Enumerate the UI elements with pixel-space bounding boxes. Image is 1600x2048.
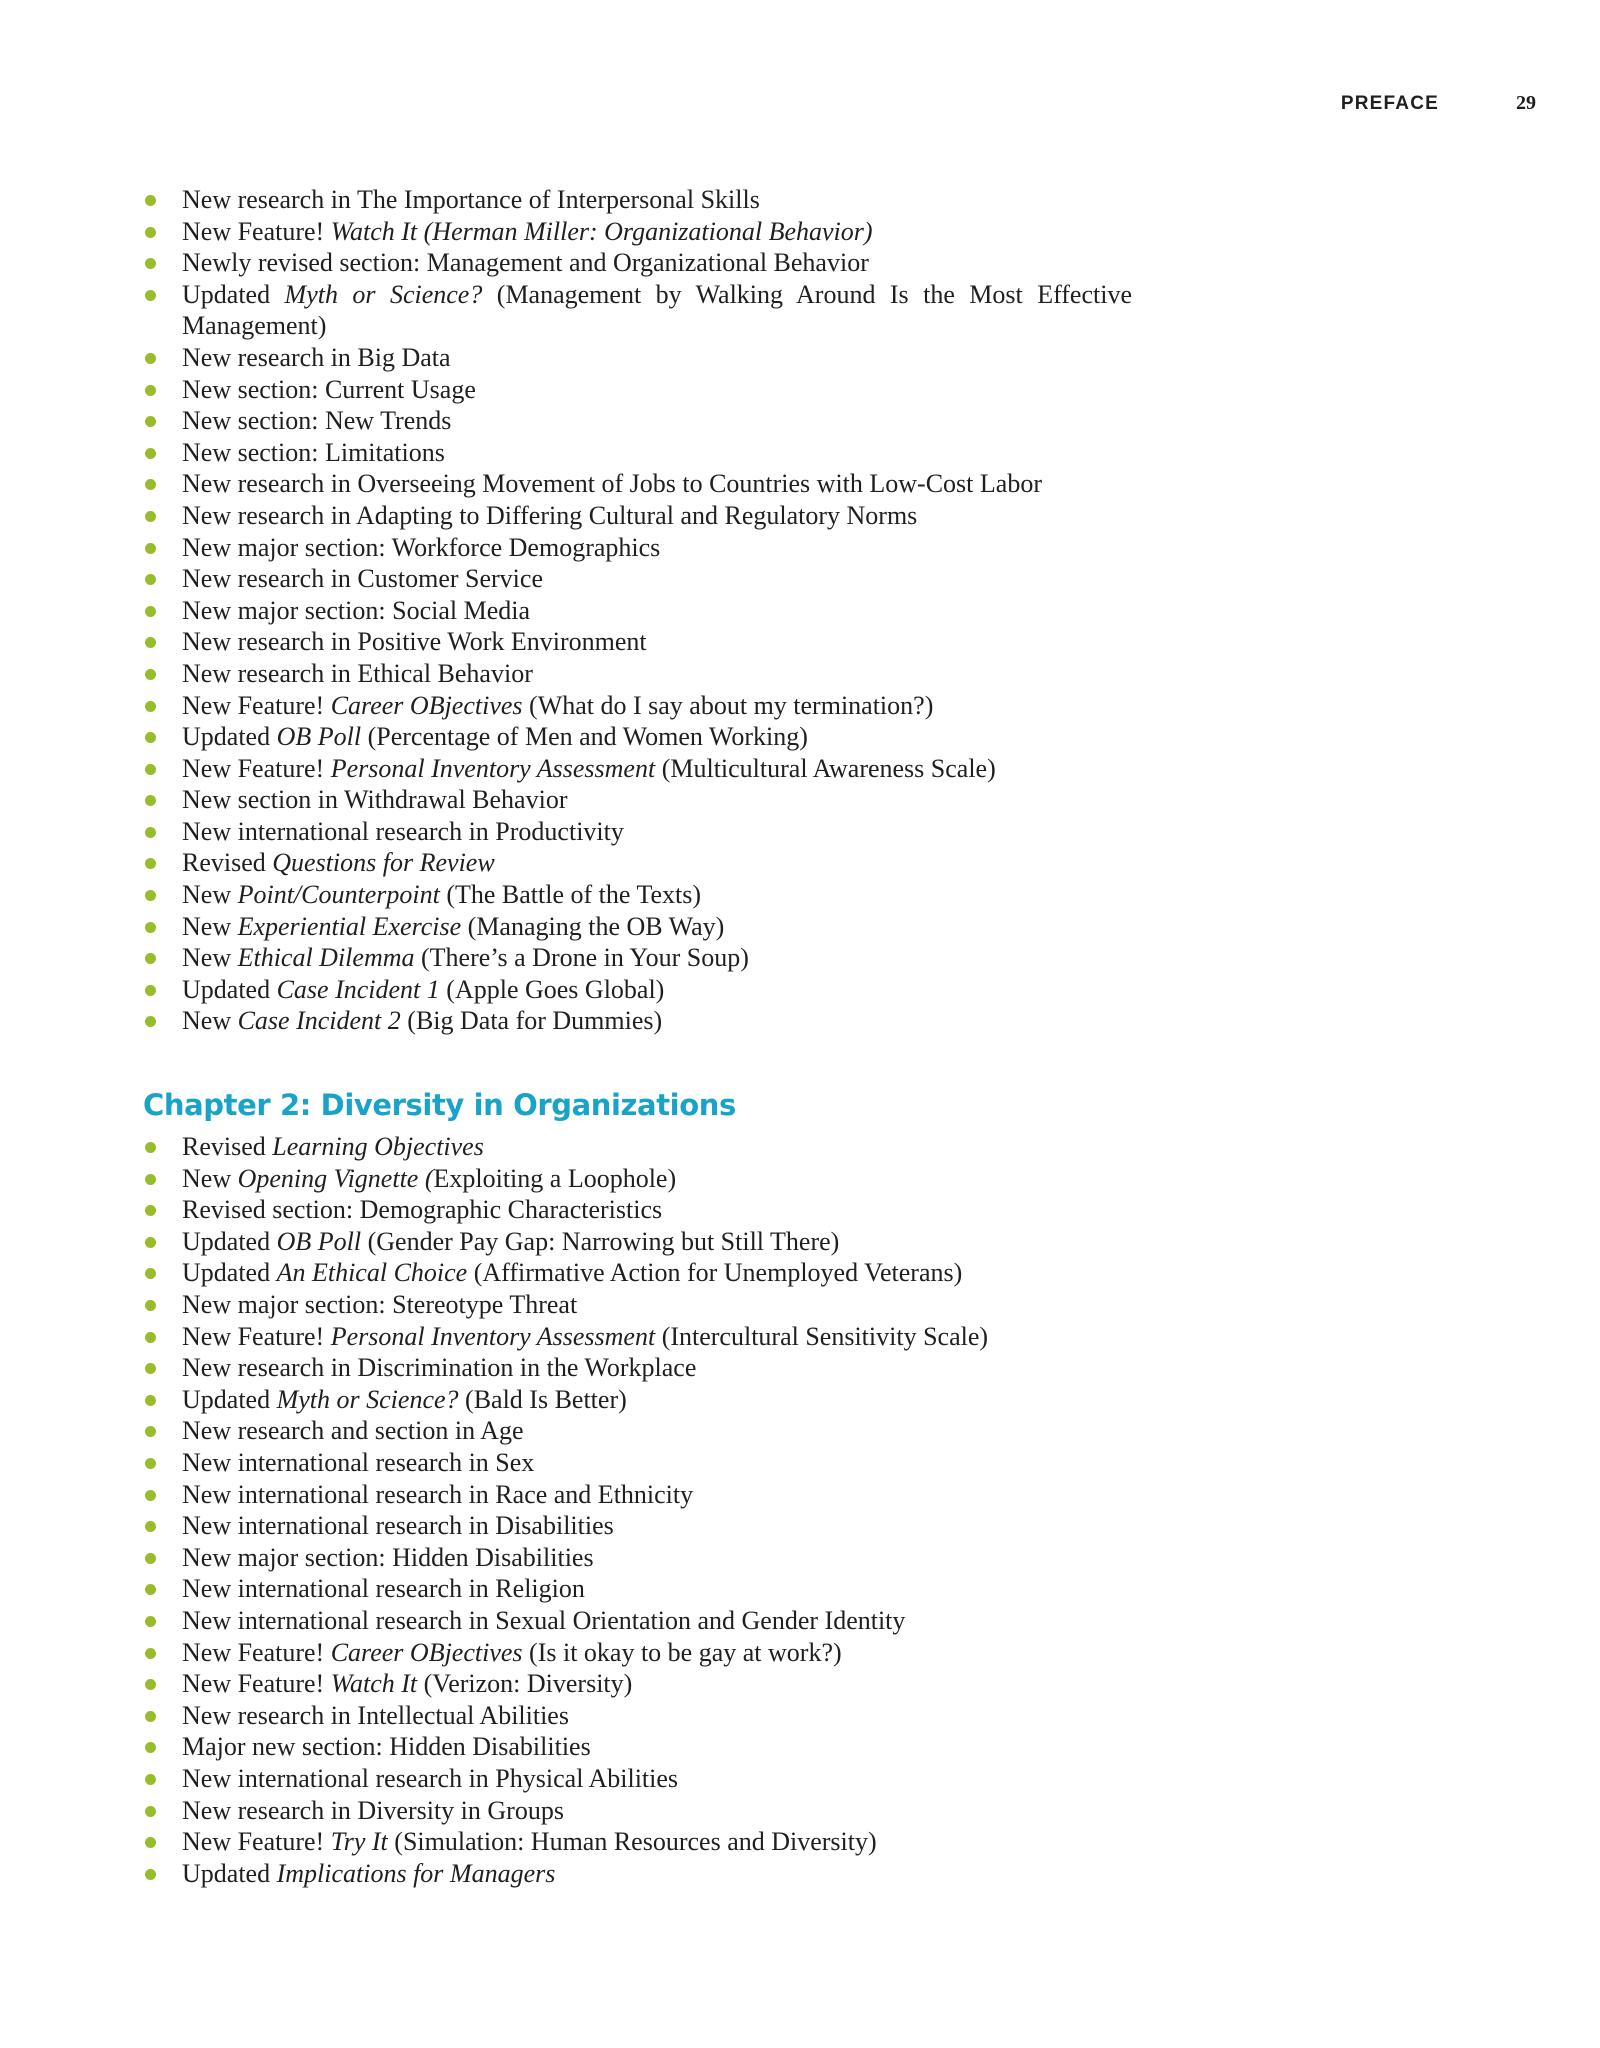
item-text: Newly revised section: Management and Organizational Behavior <box>182 248 869 278</box>
bullet-icon <box>145 1711 156 1722</box>
list-item <box>143 1352 1132 1384</box>
item-text: New major section: Workforce Demographics <box>182 532 661 562</box>
item-text: New Feature! <box>182 1827 331 1857</box>
item-text: New <box>182 1163 238 1193</box>
bullet-icon <box>145 1774 156 1785</box>
item-text: New research and section in Age <box>182 1416 524 1446</box>
list-item <box>143 721 1132 753</box>
item-text: New research in Big Data <box>182 342 451 372</box>
item-text: Major new section: Hidden Disabilities <box>182 1732 591 1762</box>
item-text: New <box>182 943 238 973</box>
item-text: Updated <box>182 974 277 1004</box>
bullet-icon <box>145 1332 156 1343</box>
item-feature-title: Case Incident 2 <box>237 1006 401 1036</box>
list-item <box>143 437 1132 469</box>
item-feature-title: Ethical Dilemma <box>237 943 415 973</box>
item-text: New Feature! <box>182 690 331 720</box>
bullet-icon <box>145 922 156 933</box>
bullet-icon <box>145 543 156 554</box>
bullet-icon <box>145 1869 156 1880</box>
chapter-2-changes-list <box>143 1131 1103 1889</box>
item-text: (Big Data for Dummies) <box>400 1006 663 1036</box>
item-feature-title: Opening Vignette ( <box>237 1163 434 1193</box>
list-item <box>143 1542 1132 1574</box>
bullet-icon <box>145 1395 156 1406</box>
item-text: (Percentage of Men and Women Working) <box>361 722 808 752</box>
list-item <box>143 847 1132 879</box>
page-content <box>143 184 1132 1889</box>
item-text: Revised <box>182 848 273 878</box>
item-feature-title: OB Poll <box>276 1226 362 1256</box>
list-item <box>143 1194 1132 1226</box>
bullet-icon <box>145 511 156 522</box>
bullet-icon <box>145 1806 156 1817</box>
item-text: New major section: Hidden Disabilities <box>182 1542 594 1572</box>
bullet-icon <box>145 574 156 585</box>
list-item <box>143 1731 1132 1763</box>
bullet-icon <box>145 669 156 680</box>
item-text: Revised section: Demographic Characteristics <box>182 1195 663 1225</box>
item-text: New major section: Stereotype Threat <box>182 1290 578 1319</box>
item-feature-title: Career OBjectives <box>330 690 523 720</box>
list-item <box>143 1163 1132 1195</box>
list-item <box>143 1826 1132 1858</box>
list-item <box>143 216 1132 248</box>
list-item <box>143 1573 1132 1605</box>
list-item <box>143 342 1132 374</box>
item-text: (Is it okay to be gay at work?) <box>522 1637 842 1667</box>
list-item <box>143 1005 1132 1037</box>
item-text: New research in Diversity in Groups <box>182 1795 564 1825</box>
list-item <box>143 784 1132 816</box>
list-item <box>143 1321 1132 1353</box>
item-text: New international research in Sex <box>182 1447 535 1477</box>
list-item <box>143 1510 1132 1542</box>
running-head <box>936 88 1536 118</box>
item-text: (Verizon: Diversity) <box>417 1669 633 1699</box>
item-text: (Multicultural Awareness Scale) <box>655 753 996 783</box>
item-text: (What do I say about my termination?) <box>522 690 934 720</box>
bullet-icon <box>145 1426 156 1437</box>
bullet-icon <box>145 1174 156 1185</box>
item-text: (Management by Walking Around Is the Most Effective Management) <box>182 279 1132 341</box>
item-text: New research in Customer Service <box>182 564 543 594</box>
item-feature-title: Personal Inventory Assessment <box>330 1321 656 1351</box>
list-item <box>143 1795 1132 1827</box>
bullet-icon <box>145 858 156 869</box>
list-item <box>143 1637 1132 1669</box>
list-item <box>143 1131 1132 1163</box>
list-item <box>143 468 1132 500</box>
list-item <box>143 1668 1132 1700</box>
item-text: New section: Current Usage <box>182 374 476 404</box>
item-text: New <box>182 911 238 941</box>
list-item <box>143 1858 1132 1890</box>
item-text: Updated <box>182 1858 277 1888</box>
item-feature-title: OB Poll <box>276 722 362 752</box>
item-text: New international research in Religion <box>182 1574 585 1604</box>
item-text: New section: Limitations <box>182 437 445 467</box>
bullet-icon <box>145 1016 156 1027</box>
bullet-icon <box>145 1268 156 1279</box>
item-text: Updated <box>182 722 277 752</box>
bullet-icon <box>145 1521 156 1532</box>
item-text: New international research in Race and Ethnicity <box>182 1479 694 1509</box>
item-text: New international research in Sexual Orientation and Gender Identity <box>182 1605 906 1635</box>
bullet-icon <box>145 385 156 396</box>
item-text: New research in Positive Work Environment <box>182 627 647 657</box>
chapter-2-heading: Chapter 2: Diversity in Organizations <box>143 1088 736 1123</box>
item-text: New Feature! <box>182 1637 331 1667</box>
item-text: (Bald Is Better) <box>458 1384 627 1414</box>
item-text: New research in Discrimination in the Workplace <box>182 1353 697 1383</box>
item-text: (Gender Pay Gap: Narrowing but Still There) <box>361 1226 840 1256</box>
item-text: New <box>182 880 238 910</box>
item-feature-title: Case Incident 1 <box>276 974 440 1004</box>
item-feature-title: Implications for Managers <box>276 1858 556 1888</box>
bullet-icon <box>145 448 156 459</box>
bullet-icon <box>145 1363 156 1374</box>
bullet-icon <box>145 795 156 806</box>
list-item <box>143 1479 1132 1511</box>
item-text: (Intercultural Sensitivity Scale) <box>655 1321 989 1351</box>
bullet-icon <box>145 479 156 490</box>
item-feature-title: Try It <box>330 1827 388 1857</box>
list-item <box>143 247 1132 279</box>
bullet-icon <box>145 195 156 206</box>
bullet-icon <box>145 985 156 996</box>
list-item <box>143 1447 1132 1479</box>
item-text: New international research in Productivity <box>182 816 624 846</box>
item-text: (The Battle of the Texts) <box>439 880 702 910</box>
bullet-icon <box>145 290 156 301</box>
page-number: 29 <box>1516 92 1536 114</box>
list-item <box>143 1763 1132 1795</box>
item-feature-title: Watch It <box>330 1669 418 1699</box>
item-text: Updated <box>182 1384 277 1414</box>
bullet-icon <box>145 1490 156 1501</box>
item-text: (Affirmative Action for Unemployed Veterans) <box>467 1258 963 1288</box>
list-item <box>143 1257 1132 1289</box>
item-feature-title: Myth or Science? <box>284 279 483 309</box>
item-feature-title: Questions for Review <box>272 848 495 878</box>
item-text: (Apple Goes Global) <box>439 974 665 1004</box>
list-item <box>143 279 1132 342</box>
item-feature-title: Watch It (Herman Miller: Organizational Behavior) <box>330 216 873 246</box>
chapter-1-changes-list <box>143 184 1132 1037</box>
item-text: New section in Withdrawal Behavior <box>182 785 568 815</box>
bullet-icon <box>145 890 156 901</box>
list-item <box>143 1605 1132 1637</box>
list-item <box>143 595 1132 627</box>
item-text: New research in Adapting to Differing Cultural and Regulatory Norms <box>182 500 918 530</box>
bullet-icon <box>145 606 156 617</box>
bullet-icon <box>145 701 156 712</box>
list-item <box>143 184 1132 216</box>
bullet-icon <box>145 258 156 269</box>
list-item <box>143 658 1132 690</box>
bullet-icon <box>145 1205 156 1216</box>
item-text: New major section: Social Media <box>182 595 531 625</box>
item-text: New <box>182 1006 238 1036</box>
list-item <box>143 942 1132 974</box>
bullet-icon <box>145 1584 156 1595</box>
bullet-icon <box>145 827 156 838</box>
item-text: New international research in Disabilities <box>182 1511 614 1541</box>
bullet-icon <box>145 416 156 427</box>
list-item <box>143 690 1132 722</box>
list-item <box>143 405 1132 437</box>
list-item <box>143 1384 1132 1416</box>
bullet-icon <box>145 1837 156 1848</box>
list-item <box>143 1415 1132 1447</box>
item-text: New section: New Trends <box>182 406 452 436</box>
bullet-icon <box>145 637 156 648</box>
item-feature-title: An Ethical Choice <box>276 1258 468 1288</box>
list-item <box>143 879 1132 911</box>
bullet-icon <box>145 1237 156 1248</box>
bullet-icon <box>145 1553 156 1564</box>
item-feature-title: Learning Objectives <box>272 1132 484 1162</box>
bullet-icon <box>145 953 156 964</box>
item-text: Updated <box>182 279 285 309</box>
running-head-section: PREFACE <box>1340 93 1439 114</box>
bullet-icon <box>145 353 156 364</box>
list-item <box>143 532 1132 564</box>
item-text: (Simulation: Human Resources and Diversity) <box>387 1827 877 1857</box>
item-text: New research in The Importance of Interpersonal Skills <box>182 185 760 214</box>
item-text: (Managing the OB Way) <box>461 911 725 941</box>
item-text: (There’s a Drone in Your Soup) <box>414 943 749 973</box>
bullet-icon <box>145 1300 156 1311</box>
bullet-icon <box>145 764 156 775</box>
item-text: New international research in Physical Abilities <box>182 1763 679 1793</box>
list-item <box>143 563 1132 595</box>
list-item <box>143 374 1132 406</box>
item-feature-title: Point/Counterpoint <box>237 880 440 910</box>
bullet-icon <box>145 1648 156 1659</box>
bullet-icon <box>145 732 156 743</box>
item-feature-title: Experiential Exercise <box>237 911 462 941</box>
item-text: New Feature! <box>182 753 331 783</box>
bullet-icon <box>145 227 156 238</box>
bullet-icon <box>145 1616 156 1627</box>
list-item <box>143 911 1132 943</box>
list-item <box>143 626 1132 658</box>
bullet-icon <box>145 1458 156 1469</box>
item-text: Updated <box>182 1258 277 1288</box>
item-feature-title: Myth or Science? <box>276 1384 459 1414</box>
item-text: New research in Ethical Behavior <box>182 658 533 688</box>
list-item <box>143 500 1132 532</box>
item-text: New Feature! <box>182 1321 331 1351</box>
item-text: New research in Overseeing Movement of Jobs to Countries with Low-Cost Labor <box>182 469 1042 499</box>
bullet-icon <box>145 1742 156 1753</box>
list-item <box>143 1226 1132 1258</box>
item-feature-title: Career OBjectives <box>330 1637 523 1667</box>
item-text: New research in Intellectual Abilities <box>182 1700 569 1730</box>
list-item <box>143 816 1132 848</box>
list-item <box>143 1700 1132 1732</box>
item-feature-title: Personal Inventory Assessment <box>330 753 656 783</box>
list-item <box>143 974 1132 1006</box>
item-text: New Feature! <box>182 1669 331 1699</box>
bullet-icon <box>145 1142 156 1153</box>
bullet-icon <box>145 1679 156 1690</box>
item-text: Updated <box>182 1226 277 1256</box>
list-item <box>143 753 1132 785</box>
item-text: Revised <box>182 1132 273 1162</box>
item-text: New Feature! <box>182 216 331 246</box>
item-text: Exploiting a Loophole) <box>433 1163 677 1193</box>
list-item <box>143 1289 1132 1321</box>
